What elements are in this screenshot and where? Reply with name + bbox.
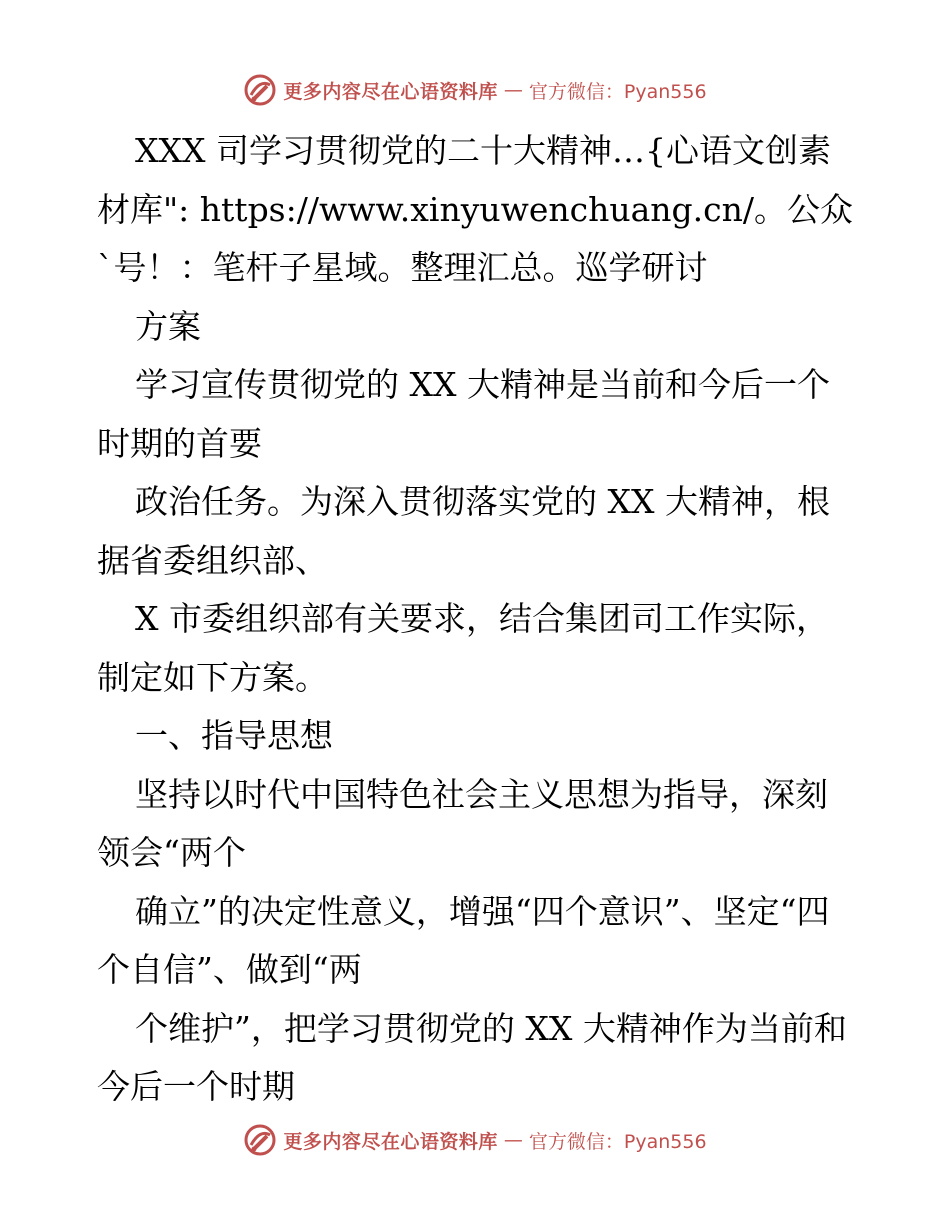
banner-wechat: 官方微信：Pyan556 [528, 80, 707, 103]
xinyu-logo-icon [243, 1123, 277, 1157]
paragraph: 学习宣传贯彻党的 XX 大精神是当前和今后一个时期的首要 [97, 365, 830, 463]
paragraph: X 市委组织部有关要求，结合集团司工作实际，制定如下方案。 [97, 599, 829, 697]
paragraph: 确立”的决定性意义，增强“四个意识”、坚定“四个自信”、做到“两 [97, 891, 830, 989]
paragraph: XXX 司学习贯彻党的二十大精神…{心语文创素材库": https://www.xinyuwenchuang.cn/。公众`号！：笔杆子星域。整理汇总。巡学研讨 [97, 131, 854, 287]
xinyu-logo-icon [243, 73, 277, 107]
paragraph: 坚持以时代中国特色社会主义思想为指导，深刻领会“两个 [97, 774, 828, 872]
banner-slogan: 更多内容尽在心语资料库 [283, 1130, 498, 1153]
paragraph: 方案 [135, 306, 201, 346]
banner-slogan: 更多内容尽在心语资料库 [283, 80, 498, 103]
banner-separator: — [503, 79, 523, 101]
paragraph: 政治任务。为深入贯彻落实党的 XX 大精神，根据省委组织部、 [97, 482, 830, 580]
footer-banner [0, 1120, 950, 1160]
paragraph: 个维护”，把学习贯彻党的 XX 大精神作为当前和今后一个时期 [97, 1008, 847, 1106]
header-banner [0, 70, 950, 110]
document-body [97, 122, 857, 1117]
banner-separator: — [503, 1129, 523, 1151]
section-heading: 一、指导思想 [135, 716, 333, 755]
banner-wechat: 官方微信：Pyan556 [528, 1130, 707, 1153]
